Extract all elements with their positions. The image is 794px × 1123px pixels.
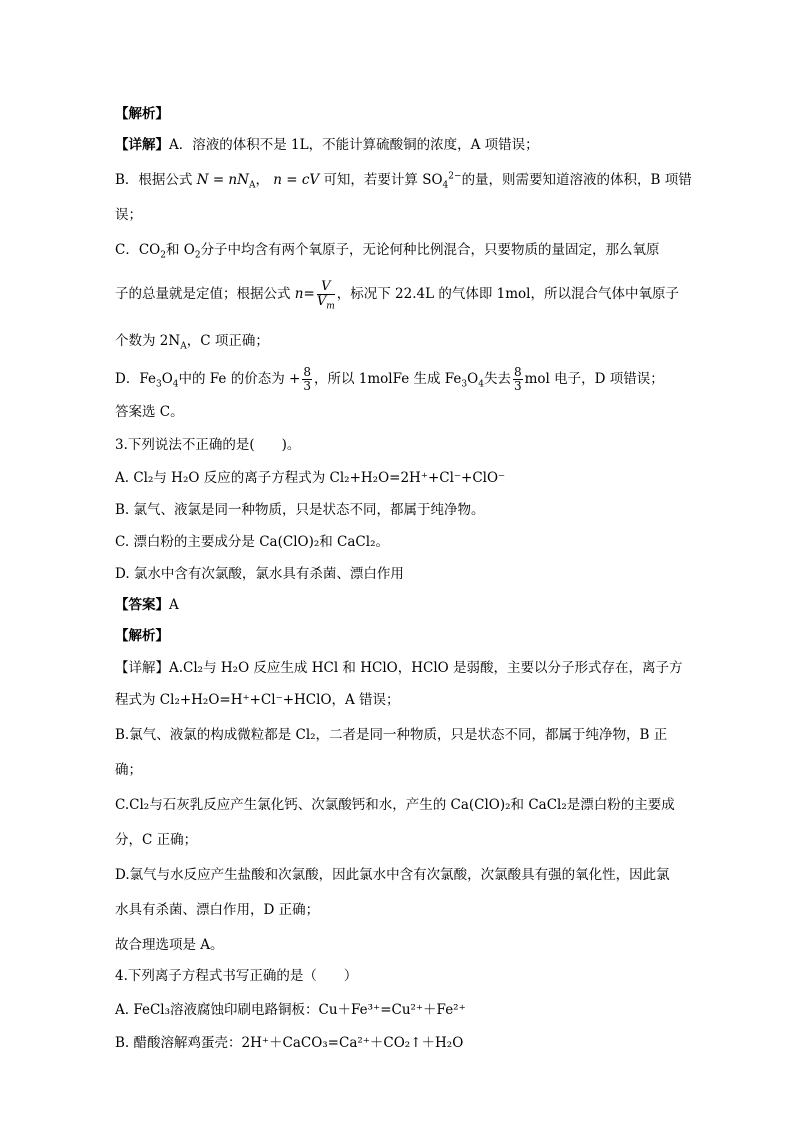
formula-n-equals: N = nN (196, 172, 249, 188)
question-4-option-a: A. FeCl₃溶液腐蚀印刷电路铜板：Cu＋Fe³⁺=Cu²⁺＋Fe²⁺ (115, 1002, 466, 1018)
detail-line-b1: B．根据公式 $N = nN_A$， n = cV 可知，若要计算 $SO_4^{2-}$的量，则需要知道溶液的体积，B 项错 (115, 171, 692, 191)
detail-line-c1: C．$CO_2$和 $O_2$分子中均含有两个氧原子，无论何种比例混合，只要物质的量固定，那么氧原 (115, 242, 660, 261)
text: A．溶液的体积不是 1L，不能计算硫酸铜的浓度，A 项错误； (169, 137, 539, 153)
detail-line-b2: 误； (115, 207, 142, 223)
text: B．根据公式 (115, 172, 193, 188)
text: ，C 项正确； (186, 333, 269, 349)
q3-detail-4: 确； (115, 762, 142, 778)
text: 分子中均含有两个氧原子，无论何种比例混合，只要物质的量固定，那么氧原 (200, 242, 660, 258)
answer-label: 【答案】 (115, 597, 169, 613)
q3-detail-5: C.Cl₂与石灰乳反应产生氯化钙、次氯酸钙和水，产生的 Ca(ClO)₂和 CaCl₂是漂白粉的主要成 (115, 797, 675, 813)
question-3-option-c: C. 漂白粉的主要成分是 Ca(ClO)₂和 CaCl₂。 (115, 534, 389, 550)
q3-detail-1: 【详解】A.Cl₂与 H₂O 反应生成 HCl 和 HClO，HClO 是弱酸，主要以分子形式存在，离子方 (115, 660, 683, 676)
question-4-option-b: B. 醋酸溶解鸡蛋壳：2H⁺＋CaCO₃=Ca²⁺＋CO₂↑＋H₂O (115, 1035, 464, 1051)
question-3-option-d: D. 氯水中含有次氯酸，氯水具有杀菌、漂白作用 (115, 566, 404, 582)
detail-line-c2: 子的总量就是定值；根据公式 n= $\frac{V}{V_m}$ ，标况下 22.4L 的气体即 1mol，所以混合气体中氧原子 (115, 279, 679, 312)
question-3-option-a: A. Cl₂与 H₂O 反应的离子方程式为 Cl₂+H₂O=2H⁺+Cl⁻+ClO⁻ (115, 470, 506, 486)
detail-line-c3: 个数为 $2N_A$，C 项正确； (115, 333, 269, 352)
detail-line-a (115, 135, 539, 155)
text: 子的总量就是定值；根据公式 (115, 286, 291, 302)
q3-detail-3: B.氯气、液氯的构成微粒都是 Cl₂，二者是同一种物质，只是状态不同，都属于纯净物，B 正 (115, 727, 668, 743)
superscript: 2− (448, 171, 462, 182)
subscript: 4 (442, 180, 449, 191)
q3-detail-6: 分，C 正确； (115, 832, 198, 848)
question-3-stem: 3.下列说法不正确的是( )。 (115, 437, 301, 453)
fraction-8-3-b: $\frac{8}{3}$ (513, 365, 522, 393)
q3-detail-2: 程式为 Cl₂+H₂O=H⁺+Cl⁻+HClO，A 错误； (115, 692, 400, 708)
formula-n-cv: n = cV (273, 172, 320, 188)
xiangjie-label: 【详解】 (115, 137, 169, 153)
text: C．CO (115, 242, 161, 258)
text: 和 O (165, 242, 195, 258)
text: ，标况下 22.4L 的气体即 1mol，所以混合气体中氧原子 (336, 286, 679, 302)
subscript: A (248, 180, 256, 191)
question-3-option-b: B. 氯气、液氯是同一种物质，只是状态不同，都属于纯净物。 (115, 502, 485, 518)
answer-line-1: 答案选 C。 (115, 404, 184, 420)
text: 的量，则需要知道溶液的体积，B 项错 (461, 172, 692, 188)
text: 可知，若要计算 SO (323, 172, 443, 188)
q3-detail-7: D.氯气与水反应产生盐酸和次氯酸，因此氯水中含有次氯酸，次氯酸具有强的氧化性，因此氯 (115, 867, 670, 883)
question-4-stem: 4.下列离子方程式书写正确的是（ ） (115, 968, 358, 984)
fraction-8-3: $\frac{8}{3}$ (303, 365, 311, 393)
detail-line-d: D．$Fe_3O_4$中的 Fe 的价态为 + $\frac{8}{3}$ ，所以 1molFe 生成 $Fe_3O_4$失去 $\frac{8}{3}$ mol 电子，D 项错误； (115, 365, 664, 393)
q3-detail-9: 故合理选项是 A。 (115, 937, 224, 953)
jiexi-label-2: 【解析】 (115, 628, 169, 644)
jiexi-label-1: 【解析】 (115, 106, 169, 122)
question-3-answer (115, 595, 179, 615)
fraction-v-vm: $\frac{V}{V_m}$ (316, 279, 335, 312)
text: 个数为 2N (115, 333, 181, 349)
answer-value: A (169, 597, 179, 613)
q3-detail-8: 水具有杀菌、漂白作用，D 正确； (115, 902, 320, 918)
